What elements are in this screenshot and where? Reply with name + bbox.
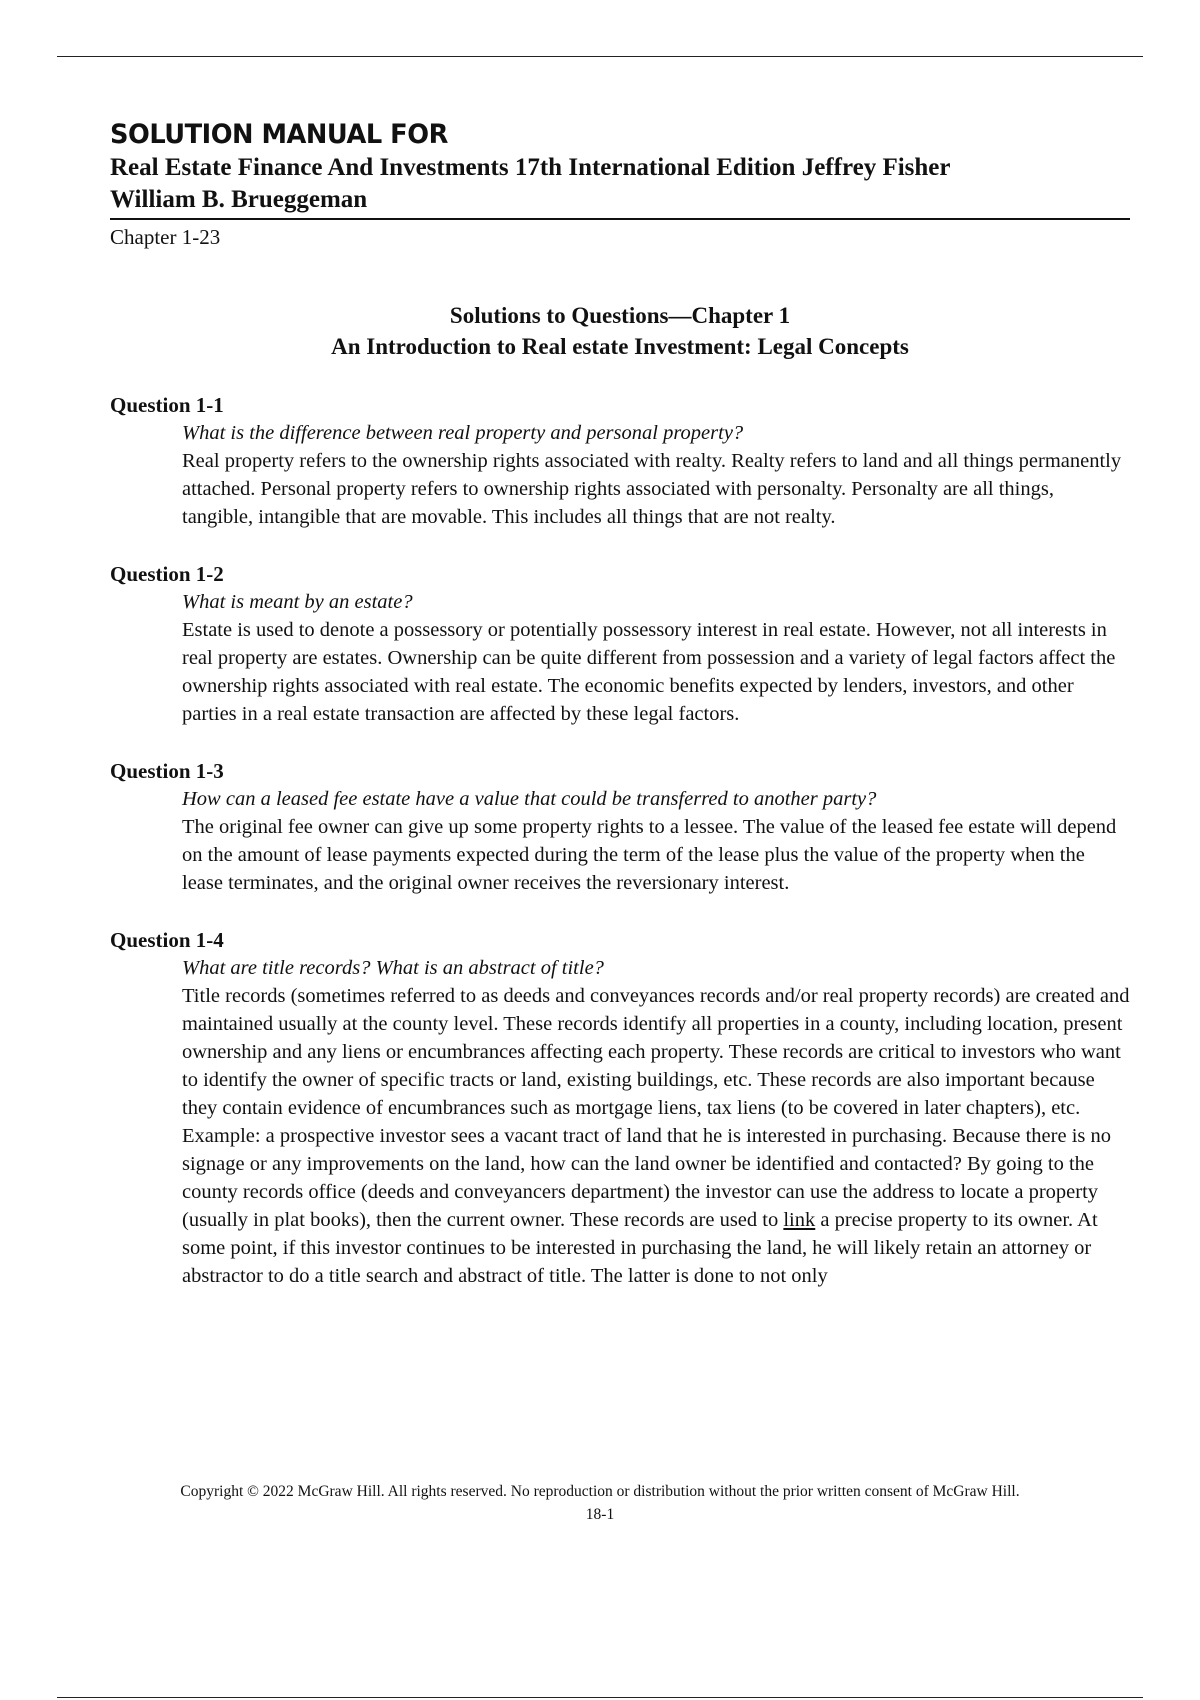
manual-label: SOLUTION MANUAL FOR	[110, 119, 448, 150]
question-label: Question 1-4	[110, 928, 224, 952]
question-block-1-4	[110, 927, 1130, 1290]
section-heading	[110, 300, 1130, 362]
question-prompt: What is meant by an estate?	[182, 591, 413, 613]
question-answer	[182, 982, 1130, 1290]
book-title	[110, 152, 1130, 220]
question-answer: The original fee owner can give up some property rights to a lessee. The value of the leased fee estate will depend on the amount of lease payments expected during the term of the lease plus the value of the property when the lease terminates, and the original owner receives the reversionary interest.	[182, 816, 1117, 894]
question-block-1-3	[110, 758, 1130, 897]
question-prompt: What is the difference between real property and personal property?	[182, 422, 744, 444]
section-heading-line1: Solutions to Questions—Chapter 1	[449, 303, 791, 328]
question-label: Question 1-3	[110, 759, 224, 783]
answer-text-part1: Title records (sometimes referred to as deeds and conveyances records and/or real property records) are created and maintained usually at the county level. These records identify all properties in a county, including location, present ownership and any liens or encumbrances affecting each property. These records are critical to investors who want to identify the owner of specific tracts or land, existing buildings, etc. These records are also important because they contain evidence of encumbrances such as mortgage liens, tax liens (to be covered in later chapters), etc. Example: a prospective investor sees a vacant tract of land that he is interested in purchasing. Because there is no signage or any improvements on the land, how can the land owner be identified and contacted? By going to the county records office (deeds and conveyancers department) the investor can use the address to locate a property (usually in plat books), then the current owner. These records are used to	[182, 985, 1130, 1231]
chapter-range: Chapter 1-23	[110, 225, 221, 249]
question-label: Question 1-1	[110, 393, 224, 417]
question-answer: Estate is used to denote a possessory or potentially possessory interest in real estate. However, not all interests in real property are estates. Ownership can be quite different from possession and a variety of legal factors affect the ownership rights associated with real estate. The economic benefits expected by lenders, investors, and other parties in a real estate transaction are affected by these legal factors.	[182, 619, 1116, 725]
question-prompt: What are title records? What is an abstract of title?	[182, 957, 604, 979]
document-page	[110, 118, 1130, 1290]
top-rule	[57, 56, 1143, 57]
section-heading-line2: An Introduction to Real estate Investment: Legal Concepts	[331, 334, 909, 359]
answer-text-part2: a precise property to its owner. At some point, if this investor continues to be interested in purchasing the land, he will likely retain an attorney or abstractor to do a title search and abstract of title. The latter is done to not only	[182, 1209, 1098, 1287]
bottom-rule	[57, 1697, 1143, 1698]
page-footer	[57, 1480, 1143, 1526]
answer-link[interactable]: link	[783, 1209, 816, 1231]
question-label: Question 1-2	[110, 562, 224, 586]
copyright-notice: Copyright © 2022 McGraw Hill. All rights reserved. No reproduction or distribution without the prior written consent of McGraw Hill.	[180, 1483, 1020, 1500]
question-block-1-2	[110, 561, 1130, 728]
book-title-line1: Real Estate Finance And Investments 17th International Edition Jeffrey Fisher	[110, 154, 951, 181]
book-title-line2: William B. Brueggeman	[110, 186, 368, 213]
question-block-1-1	[110, 392, 1130, 531]
page-number: 18-1	[585, 1506, 615, 1523]
question-prompt: How can a leased fee estate have a value that could be transferred to another party?	[182, 788, 877, 810]
question-answer: Real property refers to the ownership rights associated with realty. Realty refers to land and all things permanently attached. Personal property refers to ownership rights associated with personalty. Personalty are all things, tangible, intangible that are movable. This includes all things that are not realty.	[182, 450, 1122, 528]
